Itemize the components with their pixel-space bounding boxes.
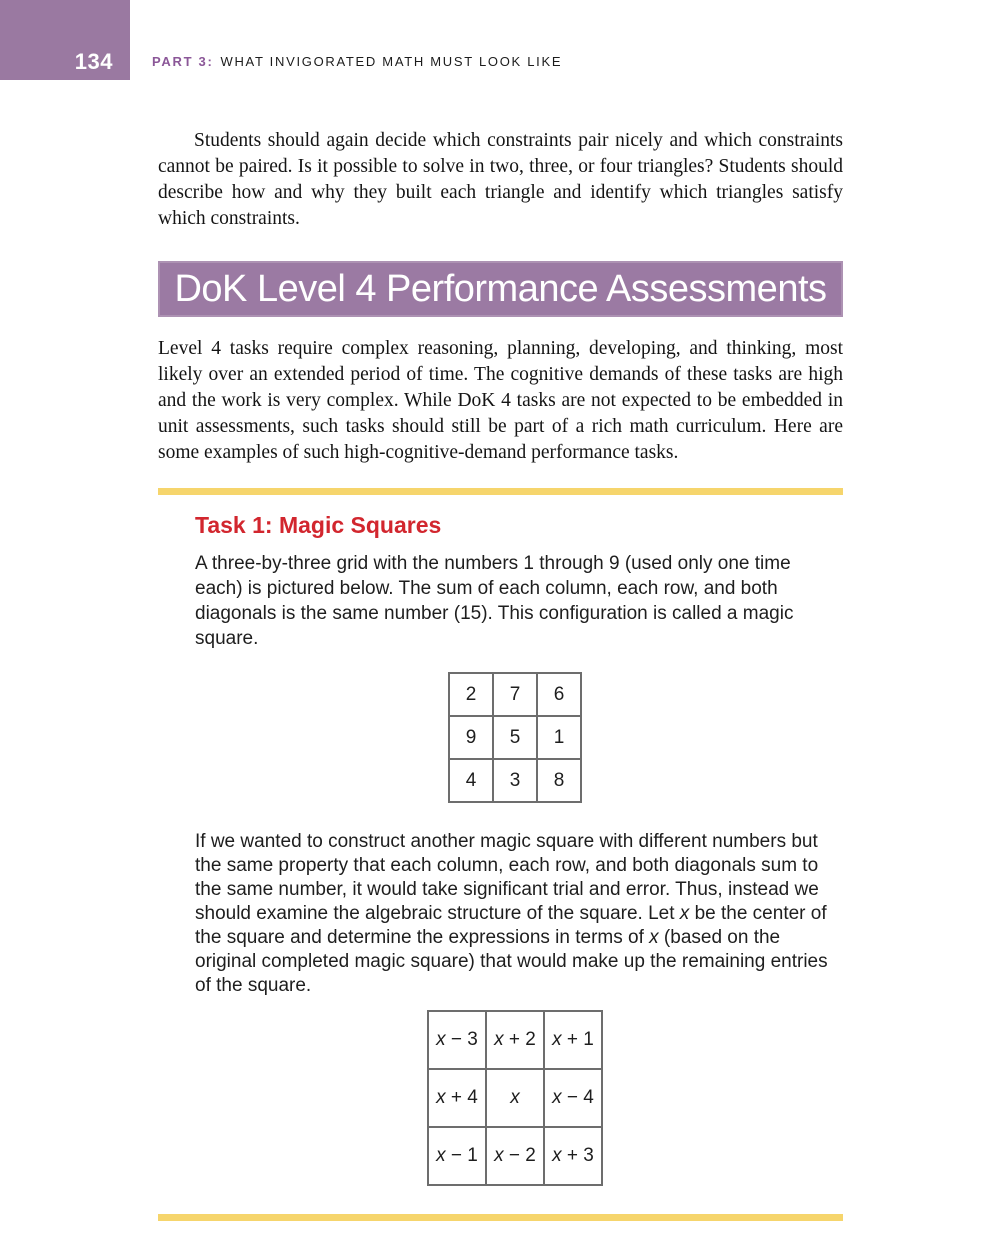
running-header (152, 54, 562, 69)
table-cell: 6 (537, 673, 581, 716)
table-cell: x + 1 (544, 1011, 602, 1069)
part-label: PART 3: (152, 54, 214, 69)
table-cell: x − 4 (544, 1069, 602, 1127)
table-cell: x + 2 (486, 1011, 544, 1069)
text-segment: (based on the original completed magic square) that would make up the remaining entries of the square. (195, 927, 828, 996)
section-paragraph: Level 4 tasks require complex reasoning, planning, developing, and thinking, most likely over an extended period of time. The cognitive demands of these tasks are high and the work is very complex. While DoK 4 tasks are not expected to be embedded in unit assessments, such tasks should still be part of a rich math curriculum. Here are some examples of such high-cognitive-demand performance tasks. (158, 338, 843, 463)
table-cell: x − 2 (486, 1127, 544, 1185)
table-cell: 7 (493, 673, 537, 716)
table-cell: x + 4 (428, 1069, 486, 1127)
divider-rule-top (158, 488, 843, 495)
intro-paragraph: Students should again decide which constraints pair nicely and which constraints cannot be paired. Is it possible to solve in two, three, or four triangles? Students should describe how and why they built each triangle and identify which triangles satisfy which constraints. (158, 130, 843, 229)
table-row (428, 1069, 602, 1127)
table-cell: 3 (493, 759, 537, 802)
table-cell: x − 1 (428, 1127, 486, 1185)
table-row (428, 1127, 602, 1185)
table-cell: 8 (537, 759, 581, 802)
magic-square-table (448, 672, 582, 803)
table-row (449, 759, 581, 802)
table-row (428, 1011, 602, 1069)
algebra-square-table (427, 1010, 603, 1186)
text-segment: be the center of the square and determine the expressions in terms of (195, 903, 827, 948)
part-title: WHAT INVIGORATED MATH MUST LOOK LIKE (220, 54, 563, 69)
table-row (449, 716, 581, 759)
page-number: 134 (74, 49, 113, 74)
divider-rule-bottom (158, 1214, 843, 1221)
table-cell: 4 (449, 759, 493, 802)
table-cell: x − 3 (428, 1011, 486, 1069)
text-segment: x (649, 927, 659, 948)
table-cell: x (486, 1069, 544, 1127)
table-cell: 5 (493, 716, 537, 759)
text-segment: x (679, 903, 690, 924)
table-cell: 2 (449, 673, 493, 716)
table-cell: 9 (449, 716, 493, 759)
task-heading: Task 1: Magic Squares (195, 512, 442, 538)
table-row (449, 673, 581, 716)
page-number-block (0, 0, 130, 80)
task-body-paragraph (195, 830, 835, 998)
table-cell: 1 (537, 716, 581, 759)
content-column (158, 0, 843, 1221)
section-banner-title: DoK Level 4 Performance Assessments (174, 267, 827, 310)
task-block (158, 512, 835, 1186)
text-segment: If we wanted to construct another magic square with different numbers but the same property that each column, each row, and both diagonals sum to the same number, it would take significant trial and error. Thus, instead we should examine the algebraic structure of the square. Let (195, 831, 819, 924)
table-cell: x + 3 (544, 1127, 602, 1185)
task-intro-paragraph: A three-by-three grid with the numbers 1 through 9 (used only one time each) is pictured below. The sum of each column, each row, and both diagonals is the same number (15). This configuration is called a magic square. (195, 553, 794, 649)
section-banner (158, 261, 843, 317)
